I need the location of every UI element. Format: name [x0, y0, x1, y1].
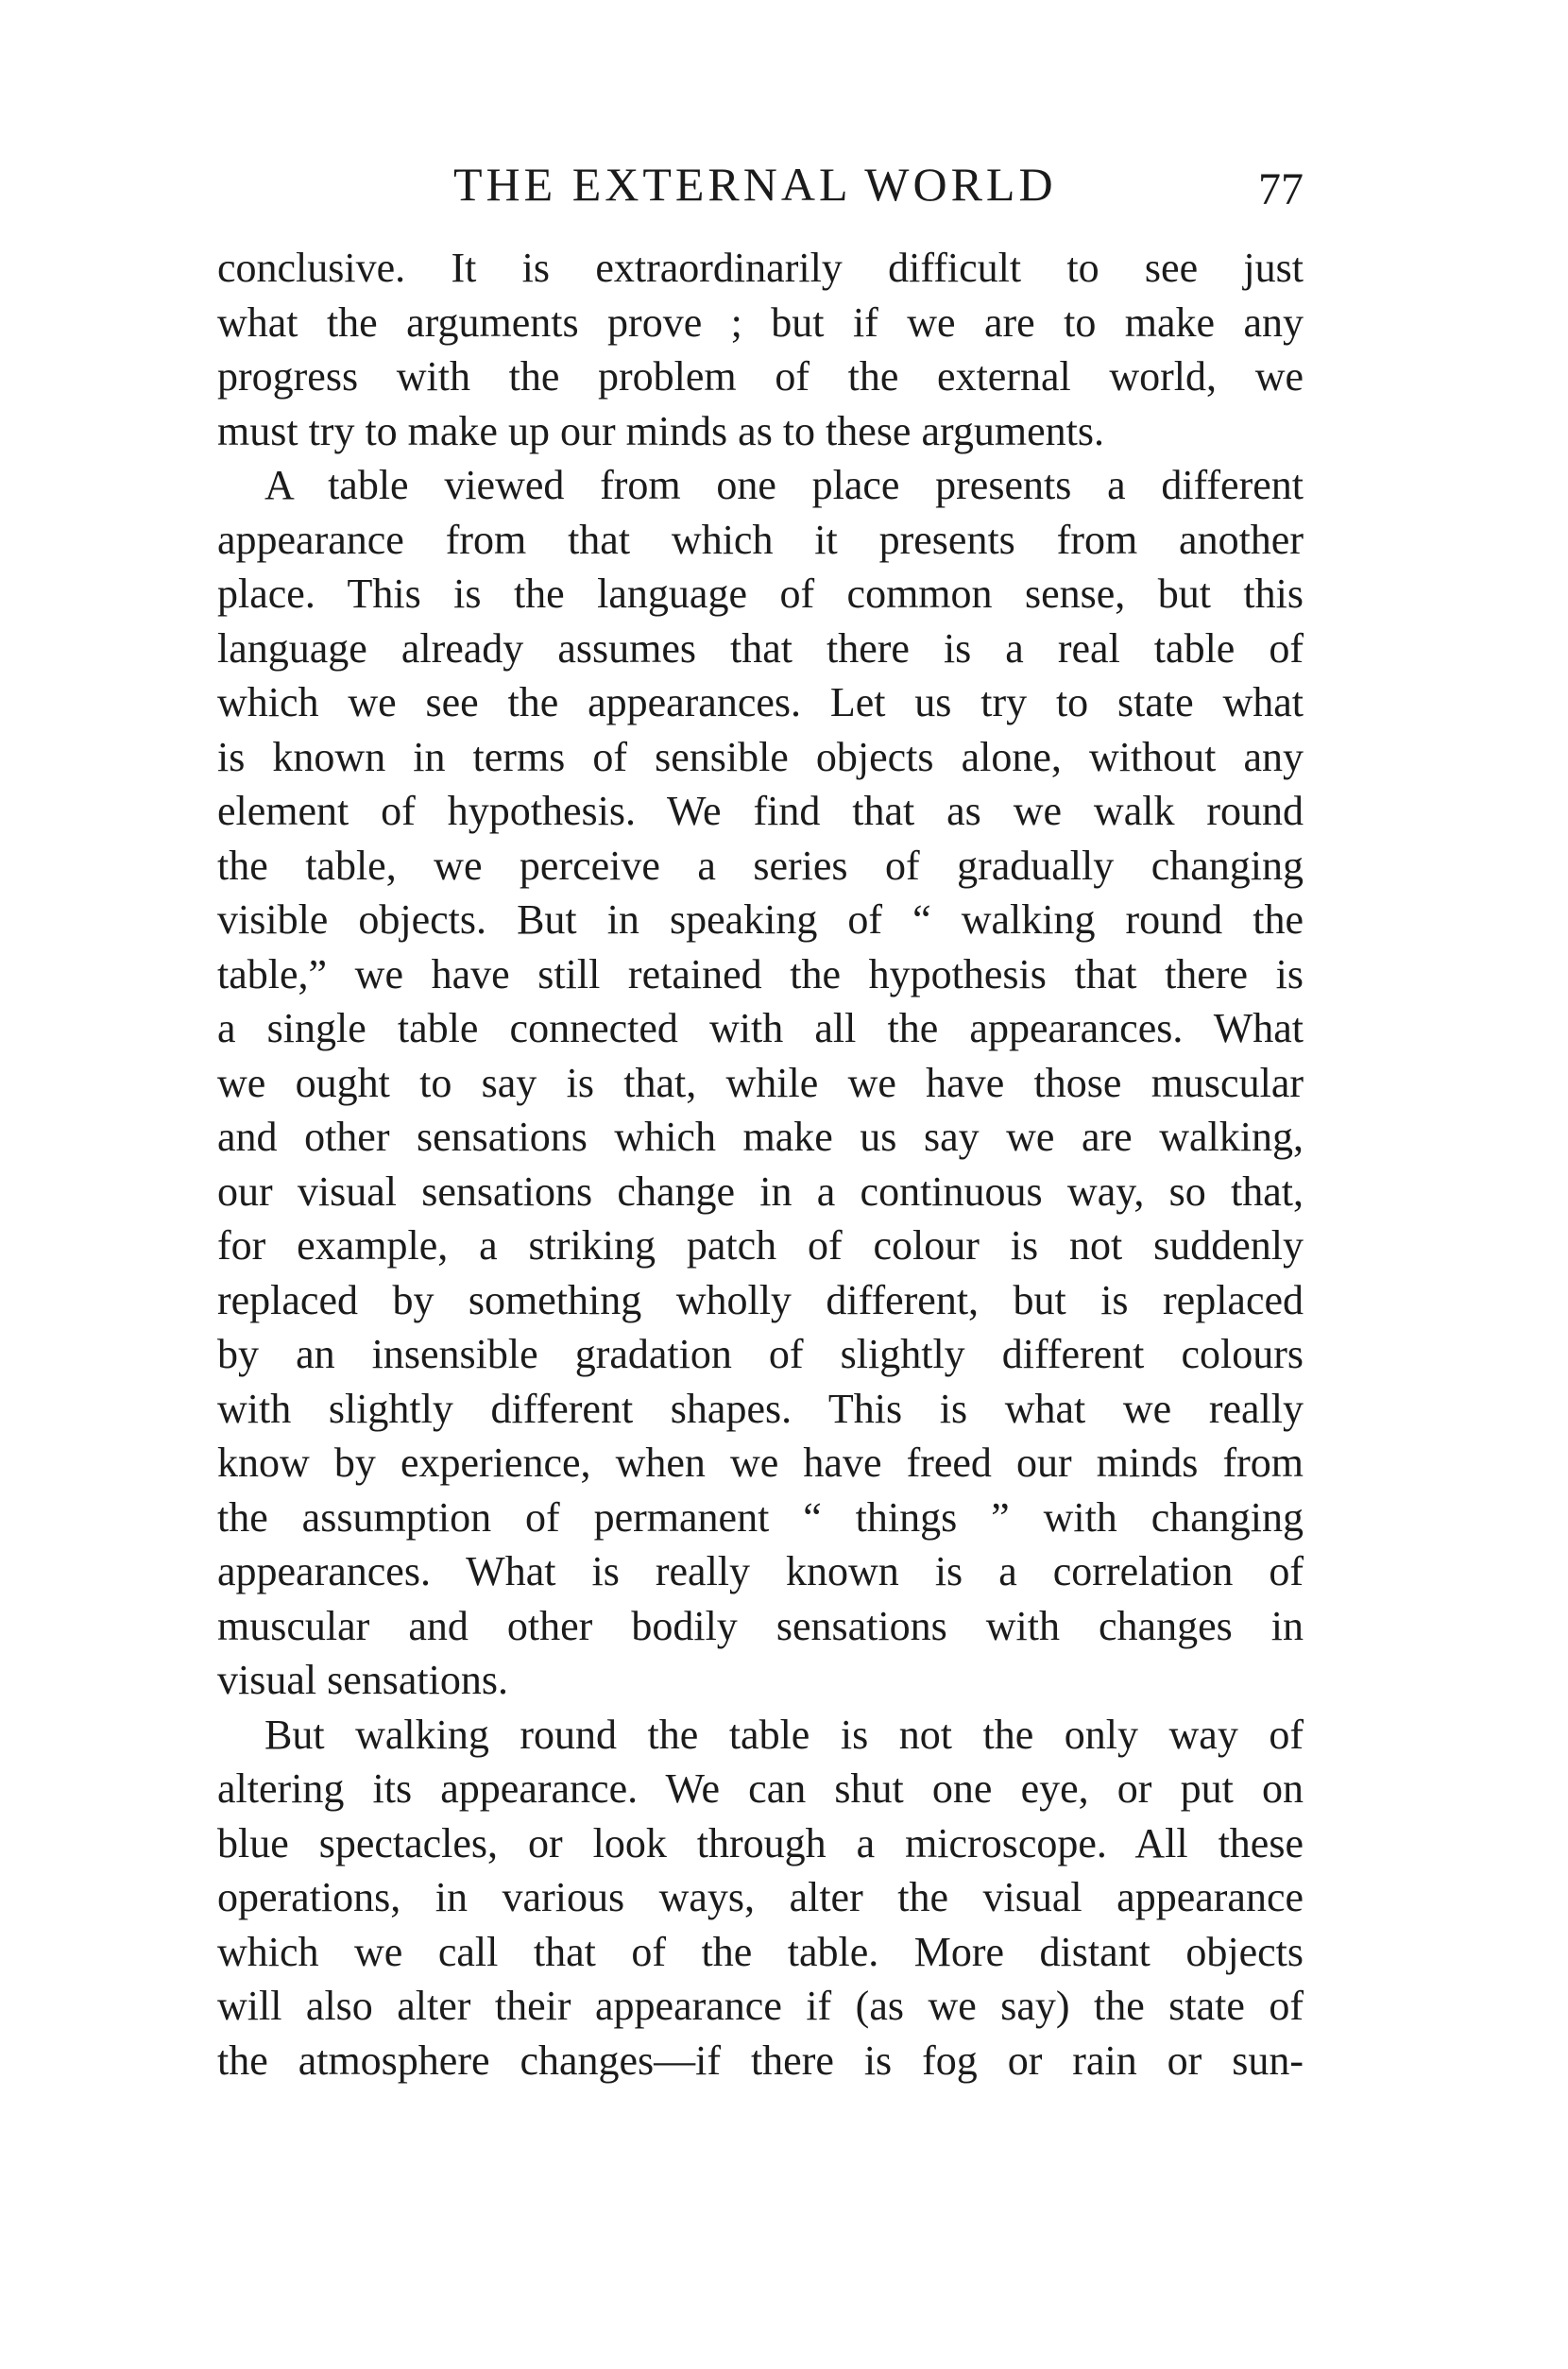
text-line: operations, in various ways, alter the visual appearance: [217, 1874, 1304, 1920]
text-line: the assumption of permanent “ things ” with changing: [217, 1493, 1304, 1541]
text-line: language already assumes that there is a real table of: [217, 624, 1304, 672]
page-number: 77: [1258, 164, 1304, 214]
text-line: progress with the problem of the external world, we: [217, 353, 1304, 400]
text-line: will also alter their appearance if (as we say) the state of: [217, 1983, 1304, 2029]
text-line: the atmosphere changes—if there is fog or rain or sun-: [217, 2037, 1304, 2084]
text-line: is known in terms of sensible objects alone, without any: [217, 733, 1304, 780]
text-line: conclusive. It is extraordinarily difficult to see just: [217, 245, 1304, 291]
text-line: muscular and other bodily sensations with changes in: [217, 1602, 1304, 1649]
text-line: which we see the appearances. Let us try to state what: [217, 679, 1304, 725]
text-line: A table viewed from one place presents a different: [264, 462, 1304, 508]
text-line: altering its appearance. We can shut one eye, or put on: [217, 1765, 1304, 1812]
text-line: and other sensations which make us say we are walking,: [217, 1114, 1304, 1160]
text-line: But walking round the table is not the only way of: [264, 1711, 1304, 1758]
text-line: blue spectacles, or look through a microscope. All these: [217, 1819, 1304, 1866]
text-line: visual sensations.: [217, 1657, 508, 1703]
text-line: what the arguments prove ; but if we are to make any: [217, 298, 1304, 346]
text-line: element of hypothesis. We find that as we walk round: [217, 788, 1304, 834]
text-line: for example, a striking patch of colour is not suddenly: [217, 1222, 1304, 1269]
text-line: which we call that of the table. More distant objects: [217, 1928, 1304, 1975]
text-line: our visual sensations change in a continuous way, so that,: [217, 1167, 1304, 1215]
text-line: appearance from that which it presents from another: [217, 516, 1304, 563]
running-head: [217, 151, 1304, 217]
text-line: know by experience, when we have freed our minds from: [217, 1440, 1304, 1486]
text-line: by an insensible gradation of slightly different colours: [217, 1331, 1304, 1377]
body-text: [217, 241, 1304, 2088]
text-line: with slightly different shapes. This is what we really: [217, 1385, 1304, 1432]
text-line: a single table connected with all the appearances. What: [217, 1005, 1304, 1051]
text-line: replaced by something wholly different, but is replaced: [217, 1276, 1304, 1323]
text-line: table,” we have still retained the hypothesis that there is: [217, 950, 1304, 997]
running-title: THE EXTERNAL WORLD: [453, 158, 1057, 211]
text-line: the table, we perceive a series of gradually changing: [217, 842, 1304, 889]
text-line: we ought to say is that, while we have those muscular: [217, 1059, 1304, 1106]
text-line: visible objects. But in speaking of “ walking round the: [217, 896, 1304, 943]
text-line: place. This is the language of common sense, but this: [217, 571, 1304, 617]
text-line: must try to make up our minds as to these arguments.: [217, 407, 1104, 454]
text-line: appearances. What is really known is a correlation of: [217, 1548, 1304, 1594]
